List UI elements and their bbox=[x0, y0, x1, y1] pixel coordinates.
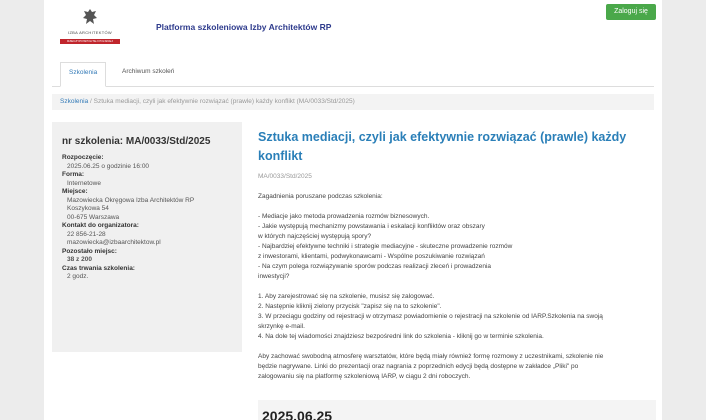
tab-szkolenia[interactable]: Szkolenia bbox=[60, 62, 106, 87]
step-line: 1. Aby zarejestrować się na szkolenie, musisz się zalogować. bbox=[258, 293, 435, 300]
contact-email[interactable]: mazowiecka@izbaarchitektow.pl bbox=[67, 239, 161, 246]
logo[interactable] bbox=[58, 8, 122, 48]
training-info-panel bbox=[52, 122, 242, 352]
place-line: Mazowiecka Okręgowa Izba Architektów RP bbox=[67, 196, 195, 204]
training-date: 2025.06.25 bbox=[262, 408, 333, 420]
seats-label: Pozostało miejsc: bbox=[62, 247, 117, 255]
logo-bar: RZECZYPOSPOLITEJ POLSKIEJ bbox=[60, 39, 120, 44]
page bbox=[44, 0, 662, 420]
topic-line: - Jakie występują mechanizmy powstawania i eskalacji konfliktów oraz obszary bbox=[258, 223, 485, 230]
step-line: 4. Na dole tej wiadomości znajdziesz bezpośredni link do szkolenia - kliknij go w terminie szkolenia. bbox=[258, 333, 544, 340]
topic-line: inwestycji? bbox=[258, 273, 290, 280]
start-label: Rozpoczęcie: bbox=[62, 154, 104, 161]
training-description bbox=[258, 192, 648, 382]
topics-intro: Zagadnienia poruszane podczas szkolenia: bbox=[258, 193, 383, 200]
eagle-icon bbox=[82, 8, 98, 28]
breadcrumb-root[interactable]: Szkolenia bbox=[60, 98, 89, 105]
training-title: Sztuka mediacji, czyli jak efektywnie rozwiązać (prawle) każdy konflikt bbox=[258, 130, 627, 163]
topic-line: - Mediacje jako metoda prowadzenia rozmów biznesowych. bbox=[258, 213, 430, 220]
note-line: będzie nagrywane. Linki do prezentacji oraz nagrania z poprzednich edycji będą dostępne w zakładce „Pliki" po bbox=[258, 363, 579, 370]
step-line: skrzynkę e-mail. bbox=[258, 323, 305, 330]
contact-phone: 22 856-21-28 bbox=[67, 230, 106, 238]
site-title[interactable]: Platforma szkoleniowa Izby Architektów RP bbox=[156, 22, 332, 32]
note-line: zalogowaniu się na platformę szkoleniową IARP, w ciągu 2 dni roboczych. bbox=[258, 373, 471, 380]
topic-line: z inwestorami, klientami, podwykonawcami - Wspólne poszukiwanie rozwiązań bbox=[258, 253, 485, 260]
step-line: 3. W przeciągu godziny od rejestracji w otrzymasz powiadomienie o rejestracji na szkolenie od IARP.Szkolenia na swoją bbox=[258, 313, 603, 320]
tab-archiwum[interactable]: Archiwum szkoleń bbox=[122, 68, 175, 75]
topic-line: - Najbardziej efektywne techniki i strategie mediacyjne - skuteczne prowadzenie rozmów bbox=[258, 243, 513, 250]
note-line: Aby zachować swobodną atmosferę warsztatów, które będą miały również formę rozmowy z uczestnikami, szkolenie nie bbox=[258, 353, 604, 360]
breadcrumb-current: Sztuka mediacji, czyli jak efektywnie rozwiązać (prawle) każdy konflikt (MA/0033/Std/2025) bbox=[93, 98, 355, 105]
duration-label: Czas trwania szkolenia: bbox=[62, 264, 135, 272]
form-label: Forma: bbox=[62, 171, 85, 178]
start-value: 2025.06.25 o godzinie 16:00 bbox=[67, 162, 150, 170]
contact-label: Kontakt do organizatora: bbox=[62, 222, 139, 229]
recording-note bbox=[258, 352, 648, 382]
training-details bbox=[258, 128, 648, 382]
topic-line: w których najczęściej występują spory? bbox=[258, 233, 372, 240]
topic-line: - Na czym polega rozwiązywanie sporów podczas realizacji zleceń i prowadzenia bbox=[258, 263, 492, 270]
training-number: nr szkolenia: MA/0033/Std/2025 bbox=[62, 136, 211, 147]
place-line: Koszykowa 54 bbox=[67, 205, 109, 212]
training-code: MA/0033/Std/2025 bbox=[258, 173, 312, 180]
topics-list bbox=[258, 212, 648, 282]
registration-steps bbox=[258, 292, 648, 342]
nav-tabs bbox=[52, 62, 654, 87]
form-value: Internetowe bbox=[67, 179, 101, 187]
seats-value: 38 z 200 bbox=[67, 256, 92, 263]
place-label: Miejsce: bbox=[62, 188, 88, 195]
breadcrumb bbox=[52, 94, 654, 110]
logo-text: IZBA ARCHITEKTÓW bbox=[68, 30, 112, 35]
breadcrumb-separator: / bbox=[90, 98, 92, 105]
step-line: 2. Następnie kliknij zielony przycisk "zapisz się na to szkolenie". bbox=[258, 303, 442, 310]
place-line: 00-675 Warszawa bbox=[67, 213, 120, 221]
duration-value: 2 godz. bbox=[67, 273, 89, 280]
login-button[interactable]: Zaloguj się bbox=[606, 4, 656, 20]
